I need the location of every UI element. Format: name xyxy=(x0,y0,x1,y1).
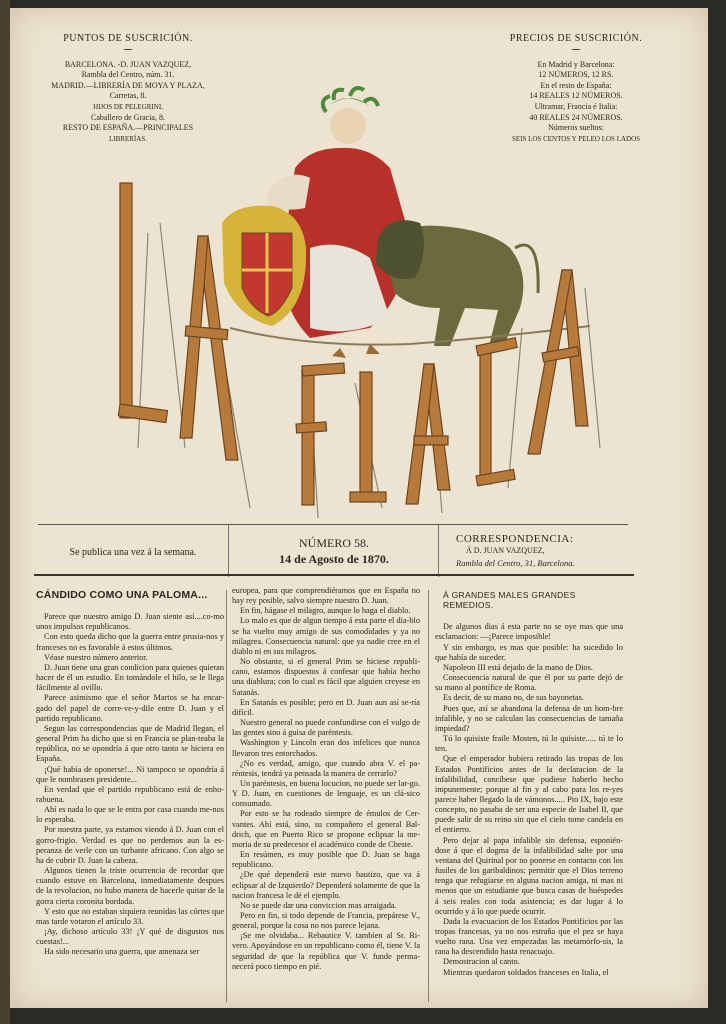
article-paragraph: Y esto que no estaban siquiera reunidas las córtes que mas tarde votaron el artículo 33. xyxy=(36,906,224,926)
article-paragraph: Lo malo es que de algun tiempo á esta parte el dia-blo se ha vuelto muy amigo de sus comodidades y ya no milagrea. Consecuencia natural: que ya nadie cree en el diablo ni en sus milagros. xyxy=(232,616,420,656)
masthead-illustration xyxy=(10,8,708,528)
column-divider xyxy=(226,590,227,1002)
article-paragraph: ¡Qué había de oponerse!... Ni tampoco se opondría á que le nombrasen presidente... xyxy=(36,764,224,784)
article-column-3 xyxy=(435,590,623,978)
article-paragraph: ¡Ay, dichoso artículo 33! ¡Y qué de disgustos nos cuestas!... xyxy=(36,927,224,947)
article-paragraph: Tú lo quisiste fraile Mosten, tú lo quisiste..... tú te lo ten. xyxy=(435,734,623,754)
article-paragraph: Algunos tienen la triste ocurrencia de recordar que cuando estuve en Barcelona, inmediatamente despues de la revolucion, no hubo manera de hacerle quitar de la gorra cierta coronita bordada. xyxy=(36,866,224,906)
article-title: Á GRANDES MALES GRANDES REMEDIOS. xyxy=(443,590,576,611)
article-paragraph: En fin, hágase el milagro, aunque lo haga el diablo. xyxy=(240,606,411,616)
article-paragraph: Napoleon III está dejado de la mano de Dios. xyxy=(443,662,593,672)
article-paragraph: Segun las correspondencias que de Madrid llegan, el general Prim ha dicho que si en Francia se plan-teaba la república, no se opondría á que otro tanto se hiciera en España. xyxy=(36,723,224,764)
subscription-prices-title: PRECIOS DE SUSCRICIÓN. xyxy=(466,34,686,50)
article-paragraph: ¡Se me olvidaba... Rebautice V. tambien al Sr. Ri-vero. Apoyándose en un republicano como él, tiene V. la seguridad de que la república que V. funde perma-necerá poco tiempo en pié. xyxy=(232,931,420,971)
article-paragraph: No se puede dar una conviccion mas arraigada. xyxy=(240,900,397,910)
issue-cell xyxy=(230,525,439,577)
price-line: 12 NÚMEROS, 12 RS. xyxy=(538,70,614,80)
figure-head xyxy=(330,108,366,144)
section-rule xyxy=(34,574,634,576)
letter-c xyxy=(480,352,491,484)
article-paragraph: En Satanás es posible; pero en D. Juan aun así se-ría difícil. xyxy=(232,697,420,717)
article-paragraph: De algunos dias á esta parte no se oye mas que una esclamacion: —¡Parece imposible! xyxy=(435,622,623,642)
frequency-cell xyxy=(38,525,229,577)
price-line: Números sueltos: xyxy=(548,123,604,133)
article-paragraph: Pues que, así se abandona la defensa de un hom-bre infalible, y no se calculan las consecuencias de tamaña impiedad? xyxy=(435,703,623,733)
article-paragraph: No obstante, si el general Prim se hiciese republi-cano, estamos dispuestos á confesar que había hecho una diablura; con lo cual es fácil que alguien creyese en Satanás. xyxy=(232,657,420,697)
letter-l1 xyxy=(120,183,132,418)
article-title: CÁNDIDO COMO UNA PALOMA... xyxy=(36,589,208,601)
issue-info-band xyxy=(38,524,628,577)
subscription-line: Caballero de Gracia, 8. xyxy=(91,112,165,122)
correspondence-name: Á D. JUAN VAZQUEZ, xyxy=(466,546,545,555)
article-paragraph: Véase nuestro número anterior. xyxy=(44,652,148,662)
article-paragraph: Ahí es nada lo que se le entra por casa cuando me-nos lo esperaba. xyxy=(36,805,224,825)
article-paragraph: Consecuencia natural de que él por su parte dejó de su mano al pontífice de Roma. xyxy=(435,673,623,693)
subscription-line: MADRID.—LIBRERÍA DE MOYA Y PLAZA, xyxy=(51,80,205,90)
article-paragraph: ¿De qué dependerá este nuevo bautizo, que va á eclipsar al de Izquierdo? Dependerá solamente de que la nacion francesa le dé el ejemplo. xyxy=(232,870,420,900)
subscription-line: RESTO DE ESPAÑA.—PRINCIPALES xyxy=(62,123,194,133)
article-paragraph: Es decir, de su mano no, de sus bayonetas. xyxy=(443,693,584,703)
article-paragraph: europea, para que comprendiéramos que en España no hay rey posible, salvo siempre nuestro D. Juan. xyxy=(232,586,420,606)
article-paragraph: Ha sido necesario una guerra, que amenaza ser xyxy=(44,947,200,957)
article-paragraph: ¿No es verdad, amigo, que cuando abra V. el pa-réntesis, tendrá ya pensada la manera de cerrarlo? xyxy=(232,758,420,778)
subscription-line: Rambla del Centro, núm. 31. xyxy=(81,70,175,80)
article-paragraph: Dada la evacuacion de los Estados Pontificios por las tropas francesas, ya no nos estraña que el pez se haya vuelto rana. Una vez empezadas las metamórfo-sis, la rana ha descendido hasta renacuajo. xyxy=(435,916,623,957)
seated-figure xyxy=(222,88,590,358)
subscription-line: HIJOS DE PELEGRINI, xyxy=(93,102,163,111)
letter-f xyxy=(302,370,314,505)
article-column-2 xyxy=(232,586,420,972)
column-divider xyxy=(428,590,429,1002)
letter-l2 xyxy=(360,372,372,502)
article-paragraph: Con esto queda dicho que la guerra entre prusia-nos y franceses no es favorable á estos últimos. xyxy=(36,632,224,652)
binding-edge xyxy=(0,0,10,1024)
article-paragraph: Washington y Lincoln eran dos infelices que nunca llevaron tres entorchados. xyxy=(232,738,420,758)
correspondence-title: CORRESPONDENCIA: xyxy=(456,533,574,545)
price-line: 40 REALES 24 NÚMEROS. xyxy=(529,112,623,122)
article-column-1 xyxy=(36,590,224,957)
article-paragraph: En resúmen, es muy posible que D. Juan se haga republicano. xyxy=(232,850,420,870)
issue-date: 14 de Agosto de 1870. xyxy=(279,552,389,566)
subscription-points-title: PUNTOS DE SUSCRICIÓN. xyxy=(28,34,228,50)
article-paragraph: Nuestro general no puede confundirse con el vulgo de las gentes sino á guisa de paréntesis. xyxy=(232,718,420,738)
article-paragraph: Demostracion al canto. xyxy=(443,957,520,967)
article-paragraph: En verdad que el partido republicano está de enho-rabuena. xyxy=(36,784,224,804)
article-paragraph: Por esto se ha rodeado siempre de émulos de Cer-vantes. Ahí está, sino, su compañero el general Bal-drich, que en Puerto Rico se propone eclipsar la me-moria de su predecesor el académico conde de Cheste. xyxy=(232,809,420,849)
article-paragraph: Parece asimismo que el señor Martos se ha encar-gado del papel de corre-ve-y-dile entre D. Juan y el partido republicano. xyxy=(36,693,224,723)
issue-number: NÚMERO 58. xyxy=(298,536,369,550)
correspondence-cell xyxy=(440,525,628,577)
article-paragraph: Pero en fin, si todo depende de Francia, prepárese V., general, porque la cosa no nos parece lejana. xyxy=(232,911,420,931)
subscription-line: LIBRERÍAS. xyxy=(109,134,147,143)
article-paragraph: Por nuestra parte, ya estamos viendo á D. Juan con el gorro-frigio. Verdad es que no perdemos aun la es-peranza de verle con un turbante africano. Con algo se ha de cubrir D. Juan la cabeza. xyxy=(36,825,224,865)
price-line: En Madrid y Barcelona: xyxy=(537,59,615,69)
article-paragraph: Un paréntesis, en buena locucion, no puede ser lar-go. Y D. Juan, en cuestiones de lenguaje, es un clá-sico consumado. xyxy=(232,778,420,809)
price-line: 14 REALES 12 NÚMEROS. xyxy=(529,91,623,101)
article-paragraph: Parece que nuestro amigo D. Juan siente así....co-mo unos impulsos republicanos. xyxy=(36,612,224,632)
article-paragraph: Que el emperador hubiera retirado las tropas de los Estados Pontificios antes de la declaracion de la infalibilidad, concíbese que pudiese haberlo hecho impunemente; porque al fin y al cabo para los re-yes parece haber llegado la de vámonos..... Pio IX, bajo este concepto, no pasaba de ser una especie de Isabel II, que puede salir de su reino sin que el cielo tome candela en el entierro. xyxy=(435,754,623,835)
article-paragraph: D. Juan tiene una gran condicion para quienes quieran hacer de él un estudio. En tomándole el hilo, se le llega fácilmente al ovillo. xyxy=(36,662,224,693)
price-line: Ultramar, Francia é Italia: xyxy=(534,101,618,111)
publication-frequency: Se publica una vez á la semana. xyxy=(69,547,197,558)
newspaper-page xyxy=(10,8,708,1008)
price-line: En el resto de España: xyxy=(540,80,612,90)
correspondence-address: Rambla del Centro, 31, Barcelona. xyxy=(456,558,575,568)
price-line: SEIS LOS CENTOS Y PELEO LOS LADOS xyxy=(511,134,641,143)
subscription-line: BARCELONA. -D. JUAN VAZQUEZ, xyxy=(64,59,192,69)
article-paragraph: Y sin embargo, es mas que posible: ha sucedido lo que había de suceder. xyxy=(435,642,623,662)
article-paragraph: Mientras quedaron soldados franceses en Italia, el xyxy=(443,967,609,977)
subscription-line: Carretas, 8. xyxy=(109,91,147,101)
article-paragraph: Pero dejar al papa infalible sin defensa, esponién-dose á que el dogma de la infalibilidad salte por una ventana del Quirinal por no ponerse en contacto con los fusiles de los garibaldinos; permitir que el Dios terreno tenga que refugiarse en alguna nacion amiga, ni mas ni menos que un estudiante que busca casas de huéspedes á seis reales con toda asistencia; es dar lugar á lo ocurrido y á lo que puede ocurrir. xyxy=(435,835,623,916)
